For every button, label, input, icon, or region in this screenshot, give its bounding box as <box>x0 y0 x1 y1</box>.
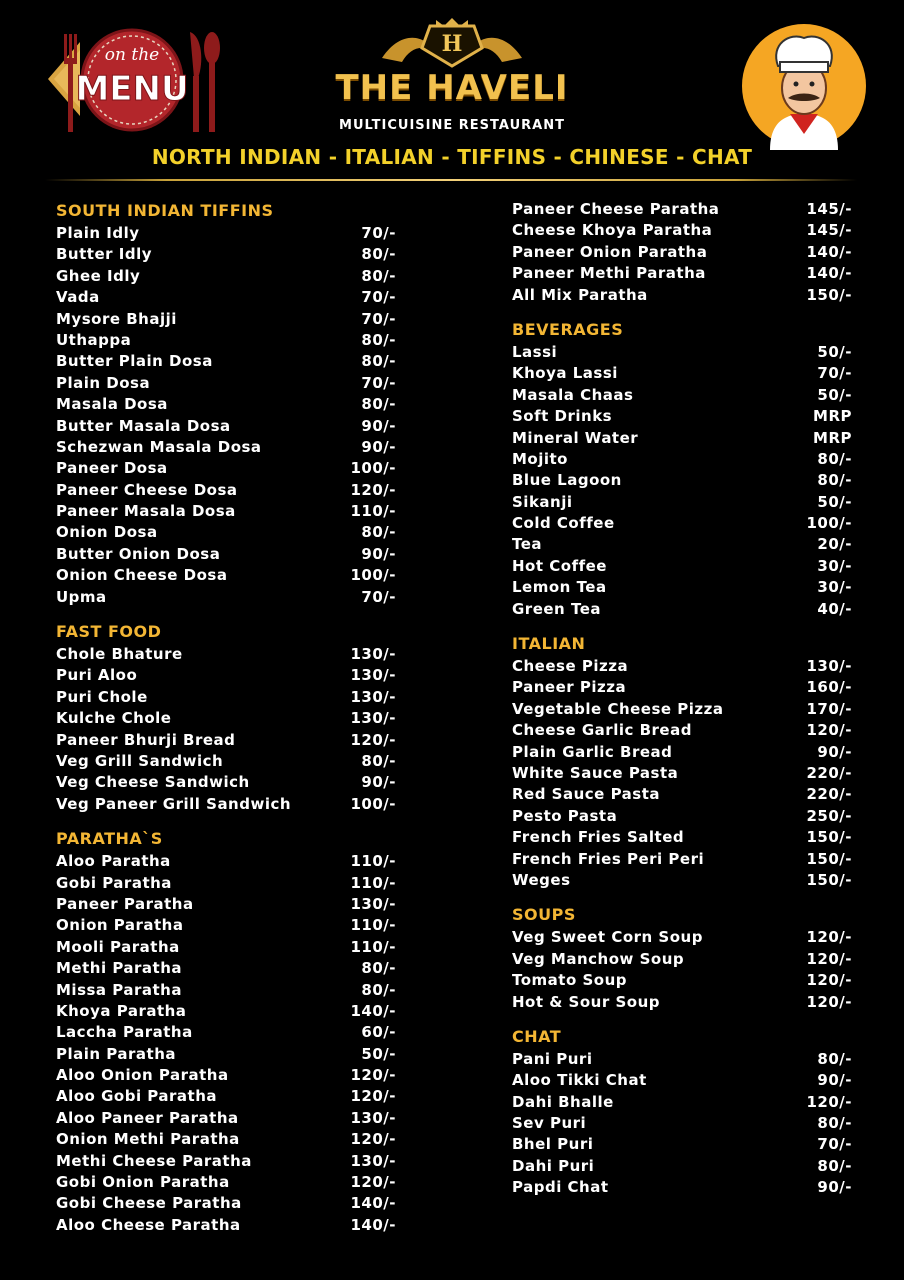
menu-item-name: Hot & Sour Soup <box>512 992 660 1011</box>
menu-item <box>512 949 852 970</box>
menu-item <box>56 1108 396 1129</box>
menu-item-price: 90/- <box>817 1178 852 1197</box>
menu-item-name: Sev Puri <box>512 1114 587 1133</box>
section-title: FAST FOOD <box>56 622 162 642</box>
menu-item-price: 90/- <box>817 742 852 761</box>
menu-item <box>56 1172 396 1193</box>
menu-item <box>56 772 396 793</box>
right-column <box>512 199 852 1199</box>
menu-item <box>56 751 396 772</box>
menu-item-name: All Mix Paratha <box>512 285 648 304</box>
menu-item-price: 70/- <box>361 288 396 307</box>
menu-header <box>0 0 904 185</box>
menu-item <box>512 1177 852 1198</box>
menu-item <box>512 677 852 698</box>
menu-item-price: MRP <box>813 428 852 447</box>
menu-item-price: 150/- <box>806 285 852 304</box>
menu-item-price: 90/- <box>361 773 396 792</box>
menu-item <box>512 827 852 848</box>
menu-section-soups <box>512 903 852 1013</box>
menu-item-price: 100/- <box>350 459 396 478</box>
menu-item-name: Kulche Chole <box>56 709 172 728</box>
menu-item-price: 110/- <box>350 852 396 871</box>
menu-item-name: Mineral Water <box>512 428 639 447</box>
menu-item <box>56 687 396 708</box>
menu-item-name: Onion Cheese Dosa <box>56 566 228 585</box>
menu-item-price: 120/- <box>350 1087 396 1106</box>
menu-item-name: Masala Chaas <box>512 385 634 404</box>
menu-item-name: Cheese Garlic Bread <box>512 721 692 740</box>
menu-section-south-indian-tiffins <box>56 199 396 608</box>
emblem-letter: H <box>441 31 463 57</box>
menu-item-name: Khoya Lassi <box>512 364 618 383</box>
menu-item-name: Paneer Cheese Paratha <box>512 200 720 218</box>
menu-item-price: 80/- <box>361 959 396 978</box>
menu-item-name: Lassi <box>512 342 558 361</box>
menu-item-name: Aloo Gobi Paratha <box>56 1087 218 1106</box>
menu-item-price: 70/- <box>361 373 396 392</box>
menu-item <box>512 242 852 263</box>
menu-item <box>512 1070 852 1091</box>
menu-item <box>512 285 852 306</box>
menu-section-beverages <box>512 318 852 620</box>
menu-item-price: 90/- <box>361 437 396 456</box>
menu-item <box>512 263 852 284</box>
menu-item-name: Khoya Paratha <box>56 1001 187 1020</box>
section-title: PARATHA`S <box>56 829 163 849</box>
menu-item-name: Paneer Paratha <box>56 894 194 913</box>
menu-item <box>512 870 852 891</box>
menu-item <box>512 220 852 241</box>
menu-item-price: 80/- <box>817 471 852 490</box>
menu-item <box>56 1086 396 1107</box>
menu-item-price: 40/- <box>817 599 852 618</box>
menu-item-price: 130/- <box>350 1108 396 1127</box>
menu-item <box>56 544 396 565</box>
left-column <box>56 199 396 1236</box>
menu-item-name: Onion Methi Paratha <box>56 1130 240 1149</box>
menu-item-name: Gobi Cheese Paratha <box>56 1194 242 1213</box>
menu-item-price: 70/- <box>361 224 396 242</box>
menu-item-price: 90/- <box>817 1071 852 1090</box>
menu-item-name: Butter Plain Dosa <box>56 352 213 371</box>
cuisine-list: NORTH INDIAN - ITALIAN - TIFFINS - CHINESE - CHAT <box>151 145 753 169</box>
menu-item-price: 70/- <box>361 309 396 328</box>
menu-item-price: 140/- <box>806 264 852 283</box>
menu-item-price: 80/- <box>817 1114 852 1133</box>
menu-item-name: Lemon Tea <box>512 578 607 597</box>
section-title: SOUTH INDIAN TIFFINS <box>56 201 274 220</box>
menu-item-price: 130/- <box>350 1151 396 1170</box>
menu-item-price: 130/- <box>350 709 396 728</box>
menu-item-price: 120/- <box>806 721 852 740</box>
menu-item-name: Tomato Soup <box>512 971 628 990</box>
menu-section-italian <box>512 632 852 891</box>
menu-item <box>56 1022 396 1043</box>
menu-item-name: Vegetable Cheese Pizza <box>512 699 724 718</box>
menu-section-continued <box>512 199 852 306</box>
menu-item-name: Cheese Khoya Paratha <box>512 221 713 240</box>
menu-item <box>56 330 396 351</box>
menu-item-price: 145/- <box>806 200 852 218</box>
menu-item-name: Pani Puri <box>512 1049 593 1068</box>
menu-item-price: 140/- <box>350 1215 396 1234</box>
menu-item-price: 80/- <box>361 352 396 371</box>
menu-item-price: 100/- <box>350 566 396 585</box>
menu-item-name: Puri Aloo <box>56 666 138 685</box>
menu-item-name: Aloo Paneer Paratha <box>56 1108 239 1127</box>
menu-item-price: 80/- <box>817 449 852 468</box>
menu-item <box>56 894 396 915</box>
menu-item <box>56 373 396 394</box>
menu-item-name: Vada <box>56 288 100 307</box>
menu-item-name: Tea <box>512 535 543 554</box>
menu-item-name: Paneer Dosa <box>56 459 168 478</box>
menu-item-price: 80/- <box>361 395 396 414</box>
menu-item-name: Methi Cheese Paratha <box>56 1151 252 1170</box>
menu-item-price: 220/- <box>806 785 852 804</box>
menu-item-price: 160/- <box>806 678 852 697</box>
menu-item <box>512 992 852 1013</box>
menu-item-price: 120/- <box>806 928 852 947</box>
menu-item <box>56 437 396 458</box>
menu-item-name: French Fries Salted <box>512 828 685 847</box>
menu-item-price: 70/- <box>361 587 396 606</box>
section-title: SOUPS <box>512 905 576 925</box>
menu-item <box>512 363 852 384</box>
menu-item-name: Paneer Methi Paratha <box>512 264 706 283</box>
menu-item-price: 120/- <box>350 1173 396 1192</box>
menu-item-name: Onion Dosa <box>56 523 158 542</box>
menu-item <box>512 577 852 598</box>
menu-item-price: 130/- <box>350 687 396 706</box>
menu-item <box>512 1049 852 1070</box>
menu-item <box>512 1156 852 1177</box>
menu-item <box>56 565 396 586</box>
menu-item-price: MRP <box>813 407 852 426</box>
menu-badge-top-text: on the <box>104 45 160 65</box>
menu-item-price: 130/- <box>806 657 852 676</box>
menu-item-price: 80/- <box>361 523 396 542</box>
menu-item-name: Paneer Pizza <box>512 678 627 697</box>
menu-section-paratha-s <box>56 827 396 1236</box>
menu-item <box>56 1044 396 1065</box>
menu-item <box>512 806 852 827</box>
menu-item-price: 140/- <box>350 1001 396 1020</box>
menu-item-name: Paneer Masala Dosa <box>56 502 236 521</box>
menu-item <box>512 720 852 741</box>
menu-item-price: 150/- <box>806 870 852 889</box>
menu-item-name: Butter Idly <box>56 245 152 264</box>
menu-item-name: Plain Paratha <box>56 1044 177 1063</box>
menu-item-name: Paneer Onion Paratha <box>512 242 708 261</box>
menu-item-price: 80/- <box>817 1156 852 1175</box>
menu-item-name: Veg Paneer Grill Sandwich <box>56 794 292 813</box>
menu-item-name: Aloo Cheese Paratha <box>56 1215 241 1234</box>
menu-section-fast-food <box>56 620 396 815</box>
menu-item-name: Veg Cheese Sandwich <box>56 773 250 792</box>
menu-item <box>56 309 396 330</box>
menu-item-price: 170/- <box>806 699 852 718</box>
menu-item-name: Butter Onion Dosa <box>56 544 221 563</box>
menu-item-name: Aloo Tikki Chat <box>512 1071 647 1090</box>
menu-item <box>512 556 852 577</box>
menu-item-price: 50/- <box>817 492 852 511</box>
menu-item-name: Aloo Paratha <box>56 852 171 871</box>
menu-item-name: Paneer Cheese Dosa <box>56 480 238 499</box>
menu-item <box>512 199 852 220</box>
menu-item-price: 90/- <box>361 416 396 435</box>
menu-item <box>512 763 852 784</box>
menu-item-name: Bhel Puri <box>512 1135 594 1154</box>
menu-item-price: 120/- <box>350 730 396 749</box>
menu-item-price: 120/- <box>350 1130 396 1149</box>
menu-item-name: Plain Garlic Bread <box>512 742 673 761</box>
menu-item-price: 150/- <box>806 849 852 868</box>
menu-item-price: 80/- <box>361 245 396 264</box>
header-divider <box>45 179 857 181</box>
section-title: BEVERAGES <box>512 319 624 339</box>
menu-item-price: 130/- <box>350 894 396 913</box>
menu-item-name: Weges <box>512 870 571 889</box>
menu-item-name: Veg Sweet Corn Soup <box>512 928 703 947</box>
menu-item-name: Sikanji <box>512 492 573 511</box>
menu-item-name: Mojito <box>512 449 568 468</box>
section-title: CHAT <box>512 1026 562 1046</box>
menu-item-name: Veg Manchow Soup <box>512 949 685 968</box>
menu-item-price: 120/- <box>350 1066 396 1085</box>
menu-item <box>512 849 852 870</box>
menu-item-name: Laccha Paratha <box>56 1023 193 1042</box>
menu-item <box>512 784 852 805</box>
menu-item <box>56 480 396 501</box>
menu-item-price: 110/- <box>350 502 396 521</box>
menu-item <box>512 656 852 677</box>
menu-item-name: Schezwan Masala Dosa <box>56 437 262 456</box>
menu-item-price: 80/- <box>361 266 396 285</box>
menu-item <box>512 970 852 991</box>
menu-item-name: Red Sauce Pasta <box>512 785 661 804</box>
menu-item <box>512 406 852 427</box>
menu-item <box>56 1065 396 1086</box>
menu-item-price: 120/- <box>806 949 852 968</box>
menu-item-price: 50/- <box>361 1044 396 1063</box>
menu-item <box>56 1215 396 1236</box>
menu-item-price: 110/- <box>350 873 396 892</box>
menu-item-price: 50/- <box>817 342 852 361</box>
menu-item-price: 220/- <box>806 763 852 782</box>
menu-item-price: 145/- <box>806 221 852 240</box>
menu-item-name: Mooli Paratha <box>56 937 180 956</box>
menu-item-price: 90/- <box>361 544 396 563</box>
menu-item-name: Plain Dosa <box>56 373 151 392</box>
menu-item <box>56 958 396 979</box>
menu-item-name: Onion Paratha <box>56 916 184 935</box>
menu-item-name: White Sauce Pasta <box>512 763 679 782</box>
menu-item-price: 250/- <box>806 806 852 825</box>
menu-item <box>56 522 396 543</box>
menu-item-price: 130/- <box>350 666 396 685</box>
menu-item <box>56 394 396 415</box>
restaurant-subtitle: MULTICUISINE RESTAURANT <box>339 118 565 133</box>
menu-item-price: 110/- <box>350 916 396 935</box>
menu-item <box>56 458 396 479</box>
menu-item <box>512 599 852 620</box>
menu-item <box>56 587 396 608</box>
menu-item <box>56 266 396 287</box>
menu-item-price: 120/- <box>806 971 852 990</box>
menu-item <box>56 1193 396 1214</box>
menu-item <box>512 449 852 470</box>
menu-item-price: 80/- <box>817 1049 852 1068</box>
menu-item-name: Gobi Onion Paratha <box>56 1173 230 1192</box>
menu-item-price: 110/- <box>350 937 396 956</box>
chef-icon <box>740 22 868 150</box>
menu-item <box>512 513 852 534</box>
restaurant-name: THE HAVELI <box>335 68 569 108</box>
menu-item-name: Blue Lagoon <box>512 471 622 490</box>
menu-item-name: Aloo Onion Paratha <box>56 1066 229 1085</box>
menu-item <box>512 927 852 948</box>
menu-item <box>512 492 852 513</box>
menu-item <box>512 470 852 491</box>
menu-item <box>512 385 852 406</box>
menu-item <box>56 873 396 894</box>
menu-item <box>56 980 396 1001</box>
menu-item-price: 50/- <box>817 385 852 404</box>
menu-item <box>56 730 396 751</box>
menu-item <box>512 1092 852 1113</box>
menu-item <box>56 665 396 686</box>
menu-item-name: Puri Chole <box>56 687 148 706</box>
menu-item-price: 130/- <box>350 645 396 664</box>
menu-section-chat <box>512 1025 852 1199</box>
menu-item-name: Butter Masala Dosa <box>56 416 231 435</box>
menu-item-name: Hot Coffee <box>512 556 607 575</box>
menu-item-price: 80/- <box>361 751 396 770</box>
menu-item <box>56 937 396 958</box>
menu-item <box>56 1151 396 1172</box>
menu-item <box>512 428 852 449</box>
menu-item-price: 100/- <box>806 514 852 533</box>
menu-item-name: Missa Paratha <box>56 980 182 999</box>
menu-item-name: Gobi Paratha <box>56 873 172 892</box>
menu-item-name: Green Tea <box>512 599 601 618</box>
menu-item-name: Mysore Bhajji <box>56 309 177 328</box>
menu-item <box>56 351 396 372</box>
menu-item <box>512 699 852 720</box>
menu-item-price: 70/- <box>817 364 852 383</box>
menu-item <box>56 794 396 815</box>
menu-item-name: Masala Dosa <box>56 395 168 414</box>
menu-item-name: Dahi Bhalle <box>512 1092 614 1111</box>
menu-item-name: Ghee Idly <box>56 266 141 285</box>
menu-item-price: 140/- <box>350 1194 396 1213</box>
menu-item-price: 120/- <box>806 1092 852 1111</box>
menu-item-price: 30/- <box>817 578 852 597</box>
menu-item-price: 150/- <box>806 828 852 847</box>
menu-item <box>512 342 852 363</box>
menu-item <box>56 644 396 665</box>
menu-item-price: 80/- <box>361 330 396 349</box>
menu-item-name: Methi Paratha <box>56 959 183 978</box>
menu-item-name: Pesto Pasta <box>512 806 618 825</box>
menu-item-name: Dahi Puri <box>512 1156 595 1175</box>
menu-item-name: Cold Coffee <box>512 514 615 533</box>
menu-item-price: 80/- <box>361 980 396 999</box>
menu-item <box>56 708 396 729</box>
menu-item <box>56 915 396 936</box>
menu-item-name: Cheese Pizza <box>512 657 629 676</box>
menu-item <box>512 1134 852 1155</box>
menu-item-price: 30/- <box>817 556 852 575</box>
menu-item-price: 70/- <box>817 1135 852 1154</box>
menu-item-name: Uthappa <box>56 330 132 349</box>
menu-item-name: Upma <box>56 587 107 606</box>
menu-item-name: Veg Grill Sandwich <box>56 751 224 770</box>
menu-item <box>512 1113 852 1134</box>
menu-badge-main-text: MENU <box>75 69 189 109</box>
menu-item <box>56 223 396 244</box>
menu-item-price: 140/- <box>806 242 852 261</box>
menu-item-price: 120/- <box>806 992 852 1011</box>
menu-item <box>56 287 396 308</box>
menu-item-name: Papdi Chat <box>512 1178 609 1197</box>
menu-item <box>56 1001 396 1022</box>
menu-item-price: 100/- <box>350 794 396 813</box>
menu-item-price: 20/- <box>817 535 852 554</box>
menu-item-price: 60/- <box>361 1023 396 1042</box>
menu-item <box>56 851 396 872</box>
menu-item-name: Soft Drinks <box>512 407 613 426</box>
menu-item <box>56 1129 396 1150</box>
menu-item-price: 120/- <box>350 480 396 499</box>
menu-item <box>56 501 396 522</box>
menu-item <box>56 244 396 265</box>
menu-item <box>56 416 396 437</box>
menu-item <box>512 742 852 763</box>
menu-item <box>512 534 852 555</box>
menu-item-name: Plain Idly <box>56 224 140 242</box>
menu-item-name: French Fries Peri Peri <box>512 849 705 868</box>
section-title: ITALIAN <box>512 634 586 654</box>
menu-item-name: Chole Bhature <box>56 645 183 664</box>
menu-item-name: Paneer Bhurji Bread <box>56 730 236 749</box>
